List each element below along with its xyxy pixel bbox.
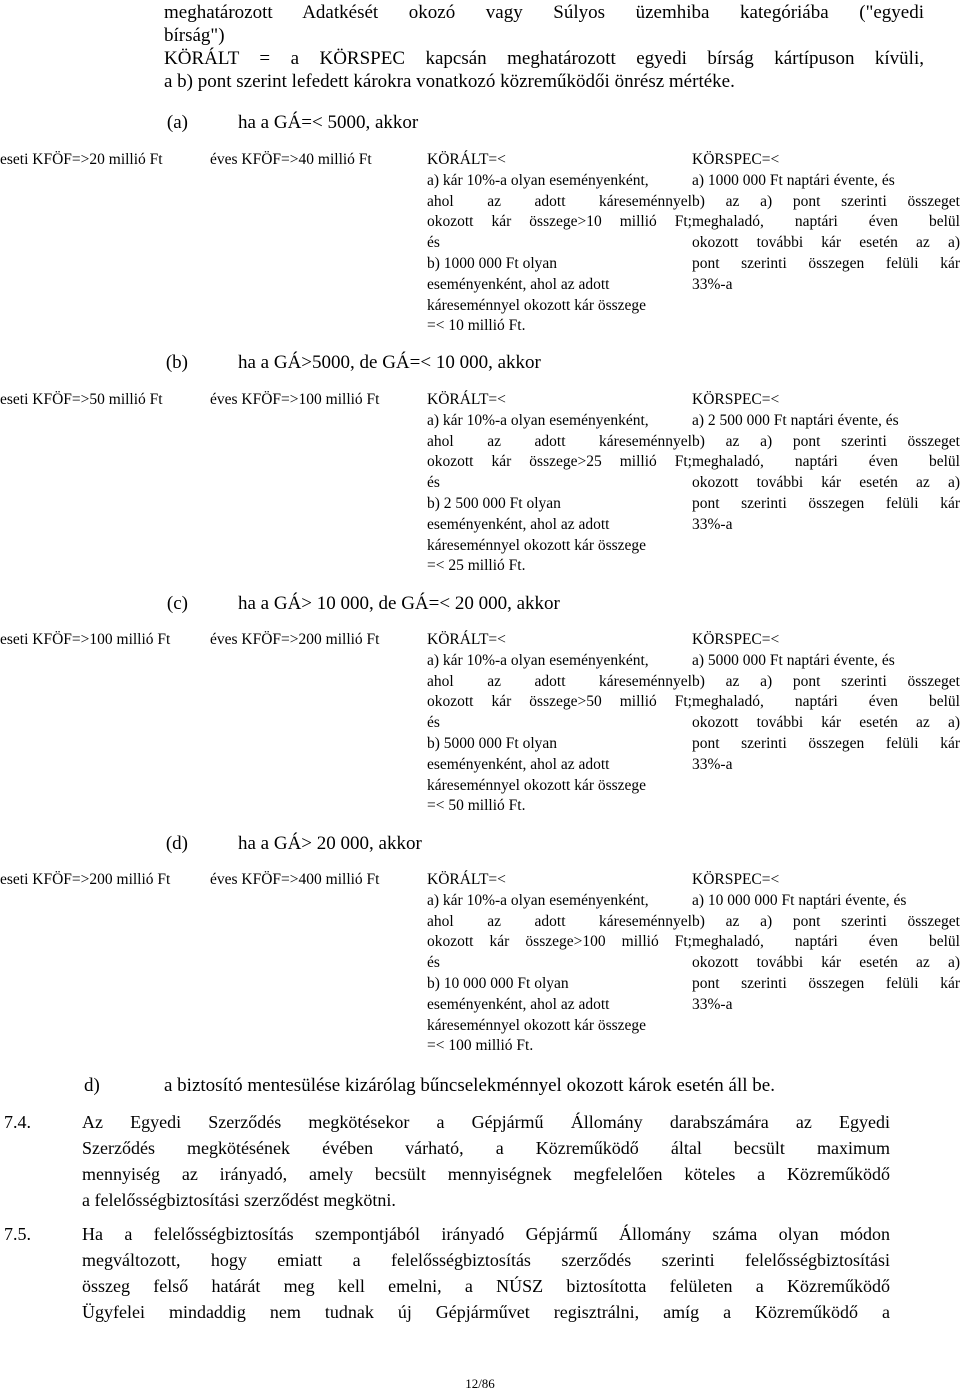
item-d-label: d) xyxy=(84,1075,100,1096)
section-c-eseti: eseti KFÖF=>100 millió Ft xyxy=(0,631,171,648)
paragraph-7-5-number: 7.5. xyxy=(4,1224,31,1244)
section-c-koralt: KÖRÁLT=< a) kár 10%-a olyan eseményenként, ahol az adott káreseménnyel okozott kár összege>50 millió Ft; és b) 5000 000 Ft olyan eseményenként, ahol az adott káreseménnyel okozott kár összege =< 50 millió Ft. xyxy=(427,631,692,815)
paragraph-7-4-text: Az Egyedi Szerződés megkötésekor a Gépjármű Állomány darabszámára az Egyedi Szerződés megkötésének évében várható, a Közreműködő által becsült maximum mennyiség az irányadó, amely becsült mennyiségnek megfelelően köteles a Közreműködő a felelősségbiztosítási szerződést megkötni. xyxy=(82,1112,890,1210)
section-a-korspec: KÖRSPEC=< a) 1000 000 Ft naptári évente, és b) az a) pont szerinti összeget meghaladó, naptári éven belül okozott további kár esetén az a) pont szerinti összegen felüli kár 33%-a xyxy=(692,151,960,293)
section-b-eseti: eseti KFÖF=>50 millió Ft xyxy=(0,391,163,408)
section-c-letter: (c) xyxy=(166,593,188,614)
paragraph-7-5-text: Ha a felelősségbiztosítás szempontjából irányadó Gépjármű Állomány száma olyan módon megváltozott, hogy emiatt a felelősségbiztosítás szerződés szerinti felelősségbiztosítási összeg felső határát meg kell emelni, a NÚSZ biztosította felületen a Közreműködő Ügyfelei mindaddig nem tudnak új Gépjárművet regisztrálni, amíg a Közreműködő a xyxy=(82,1224,890,1322)
section-c-korspec: KÖRSPEC=< a) 5000 000 Ft naptári évente, és b) az a) pont szerinti összeget meghaladó, naptári éven belül okozott további kár esetén az a) pont szerinti összegen felüli kár 33%-a xyxy=(692,631,960,773)
section-a-eves: éves KFÖF=>40 millió Ft xyxy=(210,151,372,168)
section-d-condition: ha a GÁ> 20 000, akkor xyxy=(238,833,422,854)
section-b-letter: (b) xyxy=(165,352,188,373)
section-a-eseti: eseti KFÖF=>20 millió Ft xyxy=(0,151,163,168)
section-c-condition: ha a GÁ> 10 000, de GÁ=< 20 000, akkor xyxy=(238,593,560,614)
section-d-eseti: eseti KFÖF=>200 millió Ft xyxy=(0,871,171,888)
intro-line-4: a b) pont szerint lefedett károkra vonatkozó közreműködői önrész mértéke. xyxy=(164,71,735,92)
paragraph-7-4-number: 7.4. xyxy=(4,1112,31,1132)
section-b-korspec: KÖRSPEC=< a) 2 500 000 Ft naptári évente, és b) az a) pont szerinti összeget meghaladó, naptári éven belül okozott további kár esetén az a) pont szerinti összegen felüli kár 33%-a xyxy=(692,391,960,533)
section-b-koralt: KÖRÁLT=< a) kár 10%-a olyan eseményenként, ahol az adott káreseménnyel okozott kár összege>25 millió Ft; és b) 2 500 000 Ft olyan eseményenként, ahol az adott káreseménnyel okozott kár összege =< 25 millió Ft. xyxy=(427,391,692,575)
section-a-letter: (a) xyxy=(166,112,188,133)
section-a-koralt: KÖRÁLT=< a) kár 10%-a olyan eseményenként, ahol az adott káreseménnyel okozott kár összege>10 millió Ft; és b) 1000 000 Ft olyan eseményenként, ahol az adott káreseménnyel okozott kár összege =< 10 millió Ft. xyxy=(427,151,692,335)
intro-line-3: KÖRÁLT = a KÖRSPEC kapcsán meghatározott egyedi bírság kártípuson kívüli, xyxy=(164,48,924,69)
section-a-condition: ha a GÁ=< 5000, akkor xyxy=(238,112,419,133)
section-c-eves: éves KFÖF=>200 millió Ft xyxy=(210,631,380,648)
section-b-eves: éves KFÖF=>100 millió Ft xyxy=(210,391,380,408)
section-d-letter: (d) xyxy=(165,833,188,854)
section-b-condition: ha a GÁ>5000, de GÁ=< 10 000, akkor xyxy=(238,352,541,373)
item-d-text: a biztosító mentesülése kizárólag bűncselekménnyel okozott károk esetén áll be. xyxy=(164,1075,775,1096)
section-d-eves: éves KFÖF=>400 millió Ft xyxy=(210,871,380,888)
page-number: 12/86 xyxy=(465,1376,495,1391)
intro-line-2: bírság") xyxy=(164,25,225,46)
section-d-korspec: KÖRSPEC=< a) 10 000 000 Ft naptári évente, és b) az a) pont szerinti összeget meghaladó, naptári éven belül okozott további kár esetén az a) pont szerinti összegen felüli kár 33%-a xyxy=(692,871,960,1013)
intro-line-1: meghatározott Adatkését okozó vagy Súlyos üzemhiba kategóriába ("egyedi xyxy=(164,2,924,23)
section-d-koralt: KÖRÁLT=< a) kár 10%-a olyan eseményenként, ahol az adott káreseménnyel okozott kár összege>100 millió Ft; és b) 10 000 000 Ft olyan eseményenként, ahol az adott káreseménnyel okozott kár összege =< 100 millió Ft. xyxy=(427,871,692,1055)
